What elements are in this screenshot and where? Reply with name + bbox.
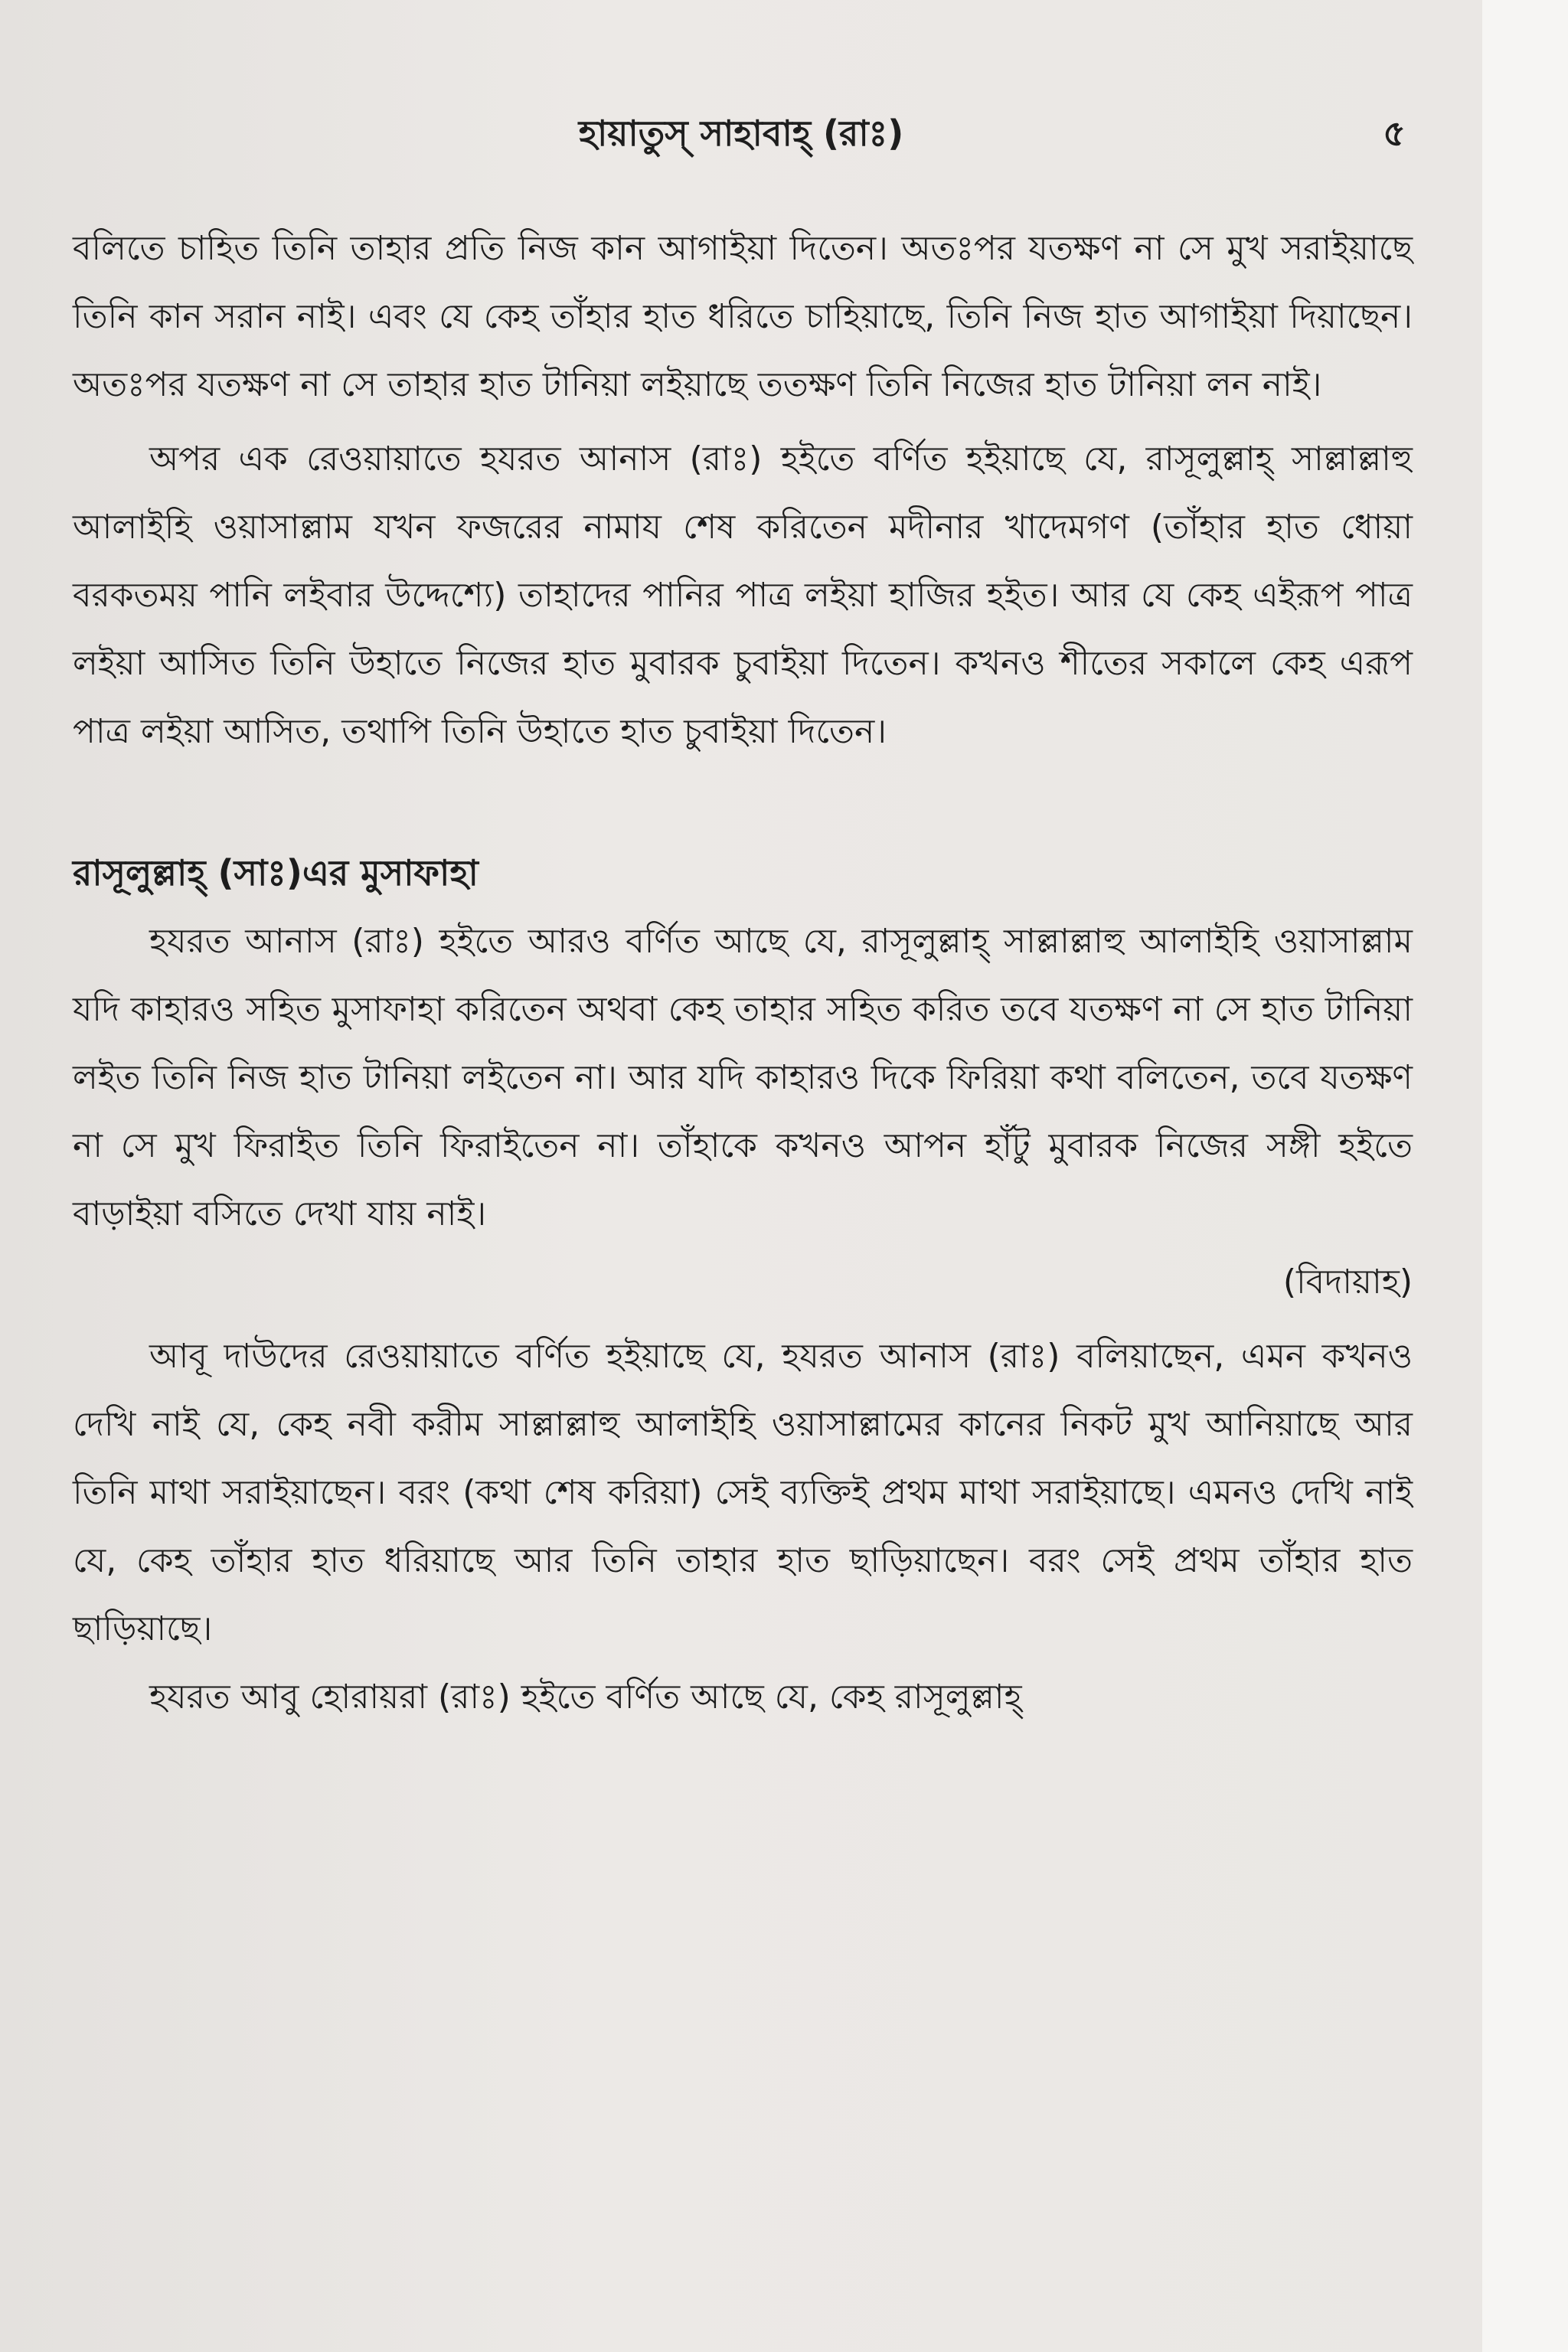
section-heading: রাসূলুল্লাহ্ (সাঃ)এর মুসাফাহা [73, 852, 479, 893]
page-margin [1482, 0, 1568, 2352]
paragraph-text: হযরত আনাস (রাঃ) হইতে আরও বর্ণিত আছে যে, রাসূলুল্লাহ্ সাল্লাল্লাহু আলাইহি ওয়াসাল্লাম যদি কাহারও সহিত মুসাফাহা করিতেন অথবা কেহ তাহার সহিত করিত তবে যতক্ষণ না সে হাত টানিয়া লইত তিনি নিজ হাত টানিয়া লইতেন না। আর যদি কাহারও দিকে ফিরিয়া কথা বলিতেন, তবে যতক্ষণ না সে মুখ ফিরাইত তিনি ফিরাইতেন না। তাঁহাকে কখনও আপন হাঁটু মুবারক নিজের সঙ্গী হইতে বাড়াইয়া বসিতে দেখা যায় নাই। [73, 922, 1413, 1233]
paragraph: অপর এক রেওয়ায়াতে হযরত আনাস (রাঃ) হইতে বর্ণিত হইয়াছে যে, রাসূলুল্লাহ্ সাল্লাল্লাহু আলাইহি ওয়াসাল্লাম যখন ফজরের নামায শেষ করিতেন মদীনার খাদেমগণ (তাঁহার হাত ধোয়া বরকতময় পানি লইবার উদ্দেশ্যে) তাহাদের পানির পাত্র লইয়া হাজির হইত। আর যে কেহ এইরূপ পাত্র লইয়া আসিত তিনি উহাতে নিজের হাত মুবারক চুবাইয়া দিতেন। কখনও শীতের সকালে কেহ এরূপ পাত্র লইয়া আসিত, তথাপি তিনি উহাতে হাত চুবাইয়া দিতেন। [73, 439, 1413, 751]
running-title: হায়াতুস্ সাহাবাহ্ (রাঃ) [578, 113, 904, 154]
paragraph: আবূ দাউদের রেওয়ায়াতে বর্ণিত হইয়াছে যে, হযরত আনাস (রাঃ) বলিয়াছেন, এমন কখনও দেখি নাই যে, কেহ নবী করীম সাল্লাল্লাহু আলাইহি ওয়াসাল্লামের কানের নিকট মুখ আনিয়াছে আর তিনি মাথা সরাইয়াছেন। বরং (কথা শেষ করিয়া) সেই ব্যক্তিই প্রথম মাথা সরাইয়াছে। এমনও দেখি নাই যে, কেহ তাঁহার হাত ধরিয়াছে আর তিনি তাহার হাত ছাড়িয়াছেন। বরং সেই প্রথম তাঁহার হাত ছাড়িয়াছে। [73, 1337, 1413, 1648]
paragraph-continued: বলিতে চাহিত তিনি তাহার প্রতি নিজ কান আগাইয়া দিতেন। অতঃপর যতক্ষণ না সে মুখ সরাইয়াছে তিনি কান সরান নাই। এবং যে কেহ তাঁহার হাত ধরিতে চাহিয়াছে, তিনি নিজ হাত আগাইয়া দিয়াছেন। অতঃপর যতক্ষণ না সে তাহার হাত টানিয়া লইয়াছে ততক্ষণ তিনি নিজের হাত টানিয়া লন নাই। [73, 229, 1413, 404]
source-citation: (বিদায়াহ) [1282, 1263, 1413, 1302]
paragraph-truncated: হযরত আবু হোরায়রা (রাঃ) হইতে বর্ণিত আছে যে, কেহ রাসূলুল্লাহ্ [149, 1677, 1022, 1717]
page-number: ৫ [1383, 113, 1406, 154]
paragraph [73, 907, 1413, 1316]
page-body [73, 214, 1413, 1731]
